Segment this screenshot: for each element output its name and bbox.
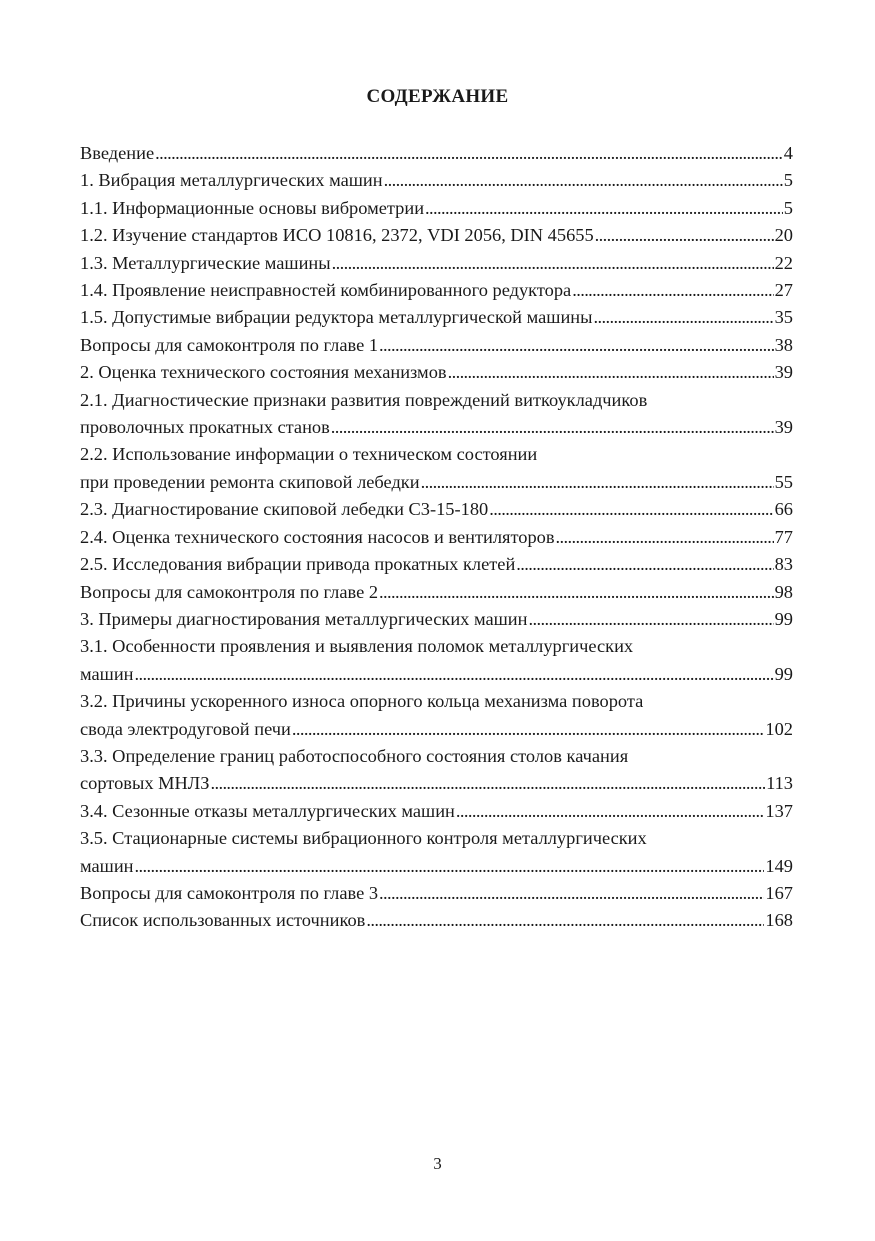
dot-leader — [489, 496, 773, 523]
toc-entry — [80, 606, 793, 633]
dot-leader — [594, 304, 774, 331]
toc-row — [80, 880, 793, 907]
toc-entry-title: машин — [80, 855, 134, 876]
toc-entry-page: 20 — [774, 225, 793, 246]
dot-leader — [366, 907, 764, 934]
dot-leader — [331, 414, 774, 441]
toc-row — [80, 167, 793, 194]
toc-entry-page: 66 — [774, 499, 793, 520]
toc-entry-title: проволочных прокатных станов — [80, 417, 330, 438]
toc-row — [80, 716, 793, 743]
toc-entry-page: 83 — [774, 554, 793, 575]
toc-entry-title: свода электродуговой печи — [80, 718, 291, 739]
toc-entry — [80, 140, 793, 167]
toc-entry-page: 39 — [774, 362, 793, 383]
toc-entry-page: 4 — [783, 143, 793, 163]
toc-entry-page: 5 — [783, 170, 793, 191]
dot-leader — [595, 222, 774, 249]
toc-entry — [80, 825, 793, 880]
toc-entry — [80, 880, 793, 907]
dot-leader — [425, 195, 783, 222]
toc-entry — [80, 524, 793, 551]
toc-entry-page: 5 — [783, 197, 793, 218]
dot-leader — [155, 140, 783, 167]
page-number: 3 — [433, 1154, 442, 1173]
toc-row — [80, 195, 793, 222]
toc-entry — [80, 250, 793, 277]
toc-entry-page: 22 — [774, 252, 793, 273]
toc-entry — [80, 387, 793, 442]
toc-entry-first-line: 3.1. Особенности проявления и выявления поломок металлургических — [80, 636, 634, 657]
table-of-contents — [80, 140, 793, 935]
toc-entry-page: 168 — [765, 910, 793, 931]
toc-entry-title: Вопросы для самоконтроля по главе 3 — [80, 882, 379, 903]
toc-entry-title: 1. Вибрация металлургических машин — [80, 170, 383, 191]
toc-entry — [80, 222, 793, 249]
toc-entry-page: 99 — [774, 608, 793, 629]
toc-entry-page: 137 — [765, 800, 793, 821]
toc-row — [80, 496, 793, 523]
dot-leader — [379, 579, 774, 606]
toc-entry-title: 1.1. Информационные основы виброметрии — [80, 197, 425, 218]
toc-entry-title: Список использованных источников — [80, 910, 366, 931]
dot-leader — [421, 469, 774, 496]
toc-entry-title: 1.4. Проявление неисправностей комбинированного редуктора — [80, 280, 572, 301]
toc-row — [80, 770, 793, 797]
toc-entry — [80, 551, 793, 578]
toc-entry — [80, 359, 793, 386]
toc-entry-title: 2.5. Исследования вибрации привода прокатных клетей — [80, 554, 516, 575]
toc-entry-page: 27 — [774, 280, 793, 301]
toc-entry-title: машин — [80, 663, 134, 684]
dot-leader — [528, 606, 773, 633]
toc-entry-title: Вопросы для самоконтроля по главе 2 — [80, 581, 379, 602]
toc-entry-title: 3. Примеры диагностирования металлургических машин — [80, 608, 528, 629]
toc-entry — [80, 277, 793, 304]
dot-leader — [572, 277, 773, 304]
dot-leader — [456, 798, 765, 825]
dot-leader — [556, 524, 774, 551]
toc-row — [80, 359, 793, 386]
toc-row — [80, 277, 793, 304]
toc-row — [80, 853, 793, 880]
toc-entry-title: 2.3. Диагностирование скиповой лебедки С3-15-180 — [80, 499, 489, 520]
dot-leader — [292, 716, 765, 743]
toc-entry-title: Вопросы для самоконтроля по главе 1 — [80, 334, 379, 355]
dot-leader — [516, 551, 773, 578]
toc-row — [80, 304, 793, 331]
toc-row — [80, 140, 793, 167]
toc-entry — [80, 907, 793, 934]
toc-entry-first-line: 3.3. Определение границ работоспособного состояния столов качания — [80, 745, 629, 766]
toc-entry-title: 1.2. Изучение стандартов ИСО 10816, 2372, VDI 2056, DIN 45655 — [80, 225, 594, 246]
toc-entry-first-line: 3.2. Причины ускоренного износа опорного кольца механизма поворота — [80, 691, 644, 712]
dot-leader — [135, 661, 774, 688]
toc-entry-title: при проведении ремонта скиповой лебедки — [80, 471, 420, 492]
toc-entry — [80, 195, 793, 222]
toc-entry-title: 2. Оценка технического состояния механизмов — [80, 362, 447, 383]
page-title: СОДЕРЖАНИЕ — [366, 86, 509, 107]
dot-leader — [379, 332, 774, 359]
dot-leader — [379, 880, 764, 907]
toc-row — [80, 250, 793, 277]
toc-entry — [80, 633, 793, 688]
toc-entry-title: 1.5. Допустимые вибрации редуктора металлургической машины — [80, 307, 593, 328]
toc-entry-page: 38 — [774, 334, 793, 355]
toc-entry-page: 149 — [765, 855, 793, 876]
dot-leader — [210, 770, 765, 797]
toc-entry — [80, 798, 793, 825]
toc-entry-page: 35 — [774, 307, 793, 328]
toc-entry-first-line: 2.1. Диагностические признаки развития повреждений виткоукладчиков — [80, 389, 648, 410]
toc-row — [80, 579, 793, 606]
toc-entry-first-line: 2.2. Использование информации о техническом состоянии — [80, 444, 538, 465]
toc-entry — [80, 441, 793, 496]
toc-entry — [80, 332, 793, 359]
toc-entry-page: 167 — [765, 882, 793, 903]
toc-row — [80, 798, 793, 825]
toc-entry-page: 113 — [766, 773, 793, 794]
toc-row — [80, 524, 793, 551]
toc-entry-page: 39 — [774, 417, 793, 438]
dot-leader — [448, 359, 774, 386]
toc-row — [80, 414, 793, 441]
toc-entry-title: 3.4. Сезонные отказы металлургических машин — [80, 800, 455, 821]
toc-entry — [80, 167, 793, 194]
toc-row — [80, 661, 793, 688]
toc-row — [80, 551, 793, 578]
toc-row — [80, 606, 793, 633]
toc-entry-title: 1.3. Металлургические машины — [80, 252, 331, 273]
toc-entry — [80, 579, 793, 606]
toc-row — [80, 469, 793, 496]
toc-entry-title: Введение — [80, 143, 155, 163]
toc-entry-title: 2.4. Оценка технического состояния насосов и вентиляторов — [80, 526, 555, 547]
toc-entry — [80, 688, 793, 743]
toc-entry-page: 99 — [774, 663, 793, 684]
toc-entry — [80, 496, 793, 523]
toc-row — [80, 907, 793, 934]
toc-entry-page: 98 — [774, 581, 793, 602]
dot-leader — [384, 167, 783, 194]
toc-entry — [80, 304, 793, 331]
toc-entry — [80, 743, 793, 798]
toc-entry-page: 102 — [765, 718, 793, 739]
dot-leader — [332, 250, 774, 277]
toc-entry-first-line: 3.5. Стационарные системы вибрационного контроля металлургических — [80, 828, 647, 849]
toc-row — [80, 222, 793, 249]
dot-leader — [135, 853, 765, 880]
toc-entry-page: 77 — [774, 526, 793, 547]
toc-entry-title: сортовых МНЛЗ — [80, 773, 210, 794]
toc-row — [80, 332, 793, 359]
toc-entry-page: 55 — [774, 471, 793, 492]
